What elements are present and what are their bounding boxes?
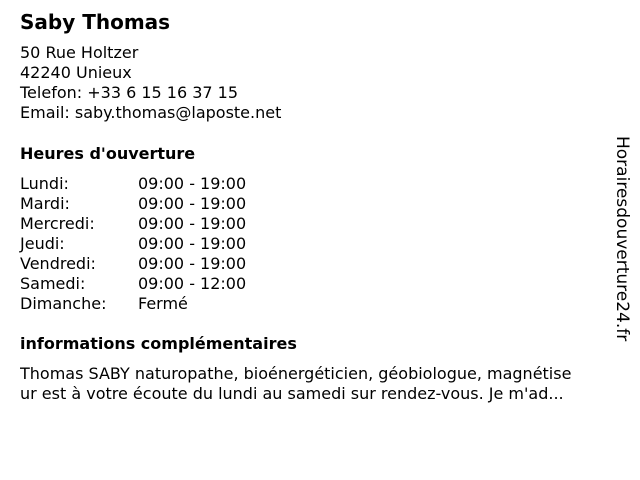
day-label: Lundi: [20, 174, 69, 193]
hours-row-wednesday [20, 214, 246, 234]
day-time: 09:00 - 19:00 [138, 234, 247, 253]
day-label: Samedi: [20, 274, 86, 293]
info-line: Thomas SABY naturopathe, bioénergéticien, géobiologue, magnétise [20, 364, 572, 383]
info-line: ur est à votre écoute du lundi au samedi sur rendez-vous. Je m'ad... [20, 384, 564, 403]
hours-row-tuesday [20, 194, 246, 214]
day-time: 09:00 - 19:00 [138, 214, 247, 233]
day-time: 09:00 - 19:00 [138, 174, 247, 193]
contact-block [20, 43, 281, 123]
hours-heading: Heures d'ouverture [20, 144, 196, 163]
address-street: 50 Rue Holtzer [20, 43, 139, 62]
hours-row-thursday [20, 234, 246, 254]
info-description [20, 364, 618, 404]
day-time: 09:00 - 12:00 [138, 274, 247, 293]
day-time: 09:00 - 19:00 [138, 194, 247, 213]
hours-row-saturday [20, 274, 246, 294]
site-watermark: Horairesdouverture24.fr [612, 136, 632, 342]
business-name: Saby Thomas [20, 10, 171, 34]
day-time: Fermé [138, 294, 188, 313]
day-label: Dimanche: [20, 294, 107, 313]
address-city: 42240 Unieux [20, 63, 132, 82]
hours-row-monday [20, 174, 246, 194]
email-address: Email: saby.thomas@laposte.net [20, 103, 282, 122]
phone-number: Telefon: +33 6 15 16 37 15 [20, 83, 239, 102]
hours-row-friday [20, 254, 246, 274]
day-label: Vendredi: [20, 254, 96, 273]
hours-table [20, 174, 246, 314]
day-time: 09:00 - 19:00 [138, 254, 247, 273]
day-label: Mardi: [20, 194, 70, 213]
day-label: Mercredi: [20, 214, 95, 233]
info-heading: informations complémentaires [20, 334, 297, 353]
day-label: Jeudi: [20, 234, 65, 253]
hours-row-sunday [20, 294, 246, 314]
